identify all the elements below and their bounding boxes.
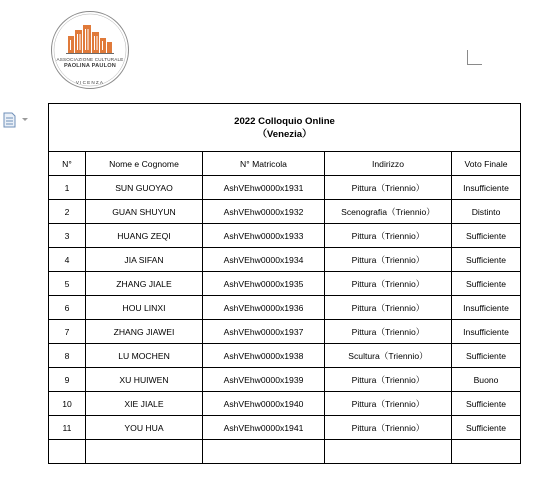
logo-line-association: ASSOCIAZIONE CULTURALE xyxy=(56,57,124,62)
cell-number: 3 xyxy=(49,224,86,248)
cell-matricola: AshVEhw0000x1932 xyxy=(203,200,325,224)
cell-matricola: AshVEhw0000x1934 xyxy=(203,248,325,272)
cell-matricola: AshVEhw0000x1933 xyxy=(203,224,325,248)
empty-cell xyxy=(452,440,521,464)
cell-name: HUANG ZEQI xyxy=(86,224,203,248)
cell-number: 8 xyxy=(49,344,86,368)
cell-matricola: AshVEhw0000x1941 xyxy=(203,416,325,440)
cell-voto-finale: Sufficiente xyxy=(452,248,521,272)
cell-name: ZHANG JIALE xyxy=(86,272,203,296)
cell-indirizzo: Scultura（Triennio） xyxy=(325,344,452,368)
cell-number: 9 xyxy=(49,368,86,392)
cell-matricola: AshVEhw0000x1935 xyxy=(203,272,325,296)
table-title-cell xyxy=(49,104,521,152)
table-row xyxy=(49,368,521,392)
logo-line-city: VICENZA xyxy=(75,80,105,85)
cell-indirizzo: Pittura（Triennio） xyxy=(325,392,452,416)
page-corner-mark xyxy=(467,50,482,65)
cell-voto-finale: Distinto xyxy=(452,200,521,224)
cell-name: SUN GUOYAO xyxy=(86,176,203,200)
cell-name: XU HUIWEN xyxy=(86,368,203,392)
empty-cell xyxy=(203,440,325,464)
table-row xyxy=(49,392,521,416)
cell-matricola: AshVEhw0000x1938 xyxy=(203,344,325,368)
table-row xyxy=(49,200,521,224)
association-logo xyxy=(50,10,130,90)
table-title: 2022 Colloquio Online xyxy=(234,115,335,127)
cell-matricola: AshVEhw0000x1931 xyxy=(203,176,325,200)
cell-name: JIA SIFAN xyxy=(86,248,203,272)
table-title-row xyxy=(49,104,521,152)
cell-number: 4 xyxy=(49,248,86,272)
cell-indirizzo: Pittura（Triennio） xyxy=(325,224,452,248)
cell-voto-finale: Insufficiente xyxy=(452,296,521,320)
cell-indirizzo: Pittura（Triennio） xyxy=(325,416,452,440)
cell-indirizzo: Pittura（Triennio） xyxy=(325,176,452,200)
cell-name: HOU LINXI xyxy=(86,296,203,320)
cell-indirizzo: Pittura（Triennio） xyxy=(325,320,452,344)
cell-number: 10 xyxy=(49,392,86,416)
cell-voto-finale: Sufficiente xyxy=(452,344,521,368)
cell-name: LU MOCHEN xyxy=(86,344,203,368)
table-row xyxy=(49,296,521,320)
cell-name: XIE JIALE xyxy=(86,392,203,416)
empty-cell xyxy=(49,440,86,464)
table-subtitle: （Venezia） xyxy=(257,128,312,140)
cell-voto-finale: Buono xyxy=(452,368,521,392)
table-row xyxy=(49,344,521,368)
table-header-row xyxy=(49,152,521,176)
cell-voto-finale: Insufficiente xyxy=(452,320,521,344)
cell-voto-finale: Sufficiente xyxy=(452,392,521,416)
cell-matricola: AshVEhw0000x1937 xyxy=(203,320,325,344)
logo-line-name: PAOLINA PAULON xyxy=(63,63,117,69)
cell-matricola: AshVEhw0000x1939 xyxy=(203,368,325,392)
cell-voto-finale: Insufficiente xyxy=(452,176,521,200)
logo-emblem-icon xyxy=(50,10,130,90)
cell-voto-finale: Sufficiente xyxy=(452,272,521,296)
cell-number: 1 xyxy=(49,176,86,200)
cell-matricola: AshVEhw0000x1940 xyxy=(203,392,325,416)
table-empty-row xyxy=(49,440,521,464)
cell-number: 5 xyxy=(49,272,86,296)
cell-indirizzo: Pittura（Triennio） xyxy=(325,248,452,272)
table-row xyxy=(49,272,521,296)
cell-indirizzo: Scenografia（Triennio） xyxy=(325,200,452,224)
cell-indirizzo: Pittura（Triennio） xyxy=(325,296,452,320)
empty-cell xyxy=(86,440,203,464)
cell-matricola: AshVEhw0000x1936 xyxy=(203,296,325,320)
empty-cell xyxy=(325,440,452,464)
table-row xyxy=(49,176,521,200)
header-indirizzo: Indirizzo xyxy=(325,152,452,176)
cell-name: ZHANG JIAWEI xyxy=(86,320,203,344)
cell-indirizzo: Pittura（Triennio） xyxy=(325,368,452,392)
cell-indirizzo: Pittura（Triennio） xyxy=(325,272,452,296)
cell-number: 6 xyxy=(49,296,86,320)
cell-voto-finale: Sufficiente xyxy=(452,224,521,248)
cell-number: 11 xyxy=(49,416,86,440)
cell-name: GUAN SHUYUN xyxy=(86,200,203,224)
header-name: Nome e Cognome xyxy=(86,152,203,176)
table-row xyxy=(49,320,521,344)
cell-voto-finale: Sufficiente xyxy=(452,416,521,440)
header-matricola: N° Matricola xyxy=(203,152,325,176)
results-table xyxy=(48,103,521,464)
header-number: N° xyxy=(49,152,86,176)
cell-number: 2 xyxy=(49,200,86,224)
document-layout-icon[interactable] xyxy=(3,112,29,128)
cell-number: 7 xyxy=(49,320,86,344)
cell-name: YOU HUA xyxy=(86,416,203,440)
header-voto-finale: Voto Finale xyxy=(452,152,521,176)
table-row xyxy=(49,248,521,272)
table-row xyxy=(49,224,521,248)
table-row xyxy=(49,416,521,440)
